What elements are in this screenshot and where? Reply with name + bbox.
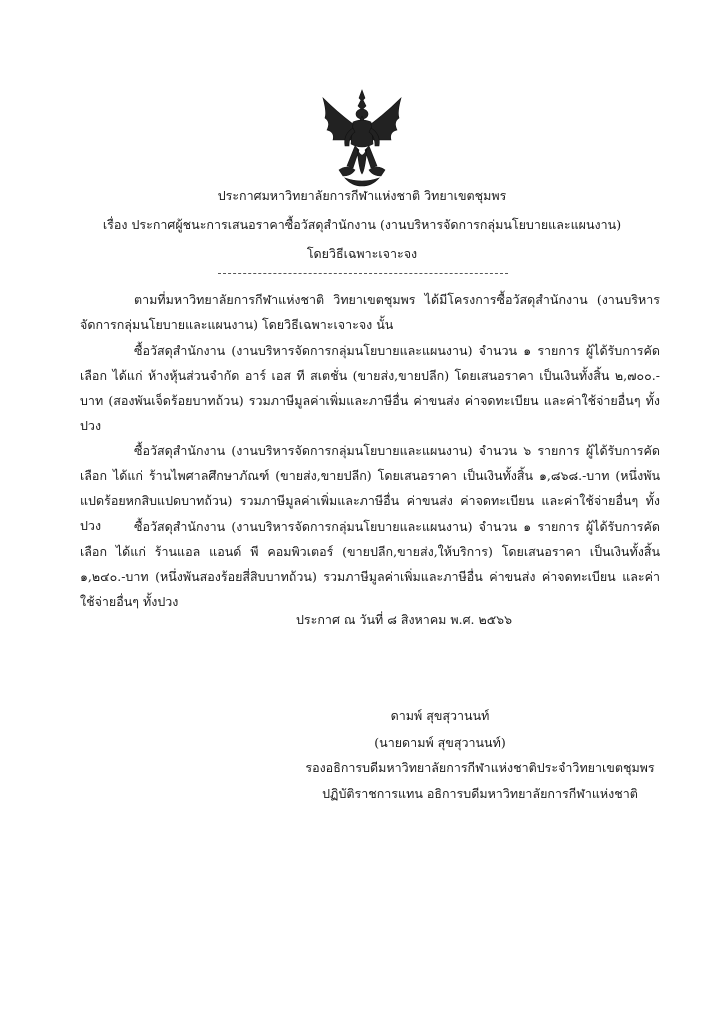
body-paragraph-1 (80, 287, 660, 337)
signature-position-2: ปฏิบัติราชการแทน อธิการบดีมหาวิทยาลัยการกีฬาแห่งชาติ (322, 786, 638, 801)
paragraph-text: ซื้อวัสดุสำนักงาน (งานบริหารจัดการกลุ่มนโยบายและแผนงาน) จำนวน ๖ รายการ ผู้ได้รับการคัดเลือก ได้แก่ ร้านไพศาลศึกษาภัณฑ์ (ขายส่ง,ขายปลีก) โดยเสนอราคา เป็นเงินทั้งสิ้น ๑,๘๖๘.-บาท (หนึ่งพันแปดร้อยหกสิบแปดบาทถ้วน) รวมภาษีมูลค่าเพิ่มและภาษีอื่น ค่าขนส่ง ค่าจดทะเบียน และค่าใช้จ่ายอื่นๆ ทั้งปวง (80, 443, 660, 533)
body-paragraph-4 (80, 514, 660, 614)
paragraph-text: ตามที่มหาวิทยาลัยการกีฬาแห่งชาติ วิทยาเขตชุมพร ได้มีโครงการซื้อวัสดุสำนักงาน (งานบริหารจัดการกลุ่มนโยบายและแผนงาน) โดยวิธีเฉพาะเจาะจง นั้น (80, 292, 660, 332)
signature-position-1: รองอธิการบดีมหาวิทยาลัยการกีฬาแห่งชาติประจำวิทยาเขตชุมพร (305, 760, 655, 775)
header-method: โดยวิธีเฉพาะเจาะจง (306, 246, 418, 261)
header-title: ประกาศมหาวิทยาลัยการกีฬาแห่งชาติ วิทยาเขตชุมพร (217, 188, 507, 203)
signature-signed-name: ดามพ์ สุขสุวานนท์ (390, 708, 490, 723)
paragraph-text: ซื้อวัสดุสำนักงาน (งานบริหารจัดการกลุ่มนโยบายและแผนงาน) จำนวน ๑ รายการ ผู้ได้รับการคัดเลือก ได้แก่ ร้านแอล แอนด์ พี คอมพิวเตอร์ (ขายปลีก,ขายส่ง,ให้บริการ) โดยเสนอราคา เป็นเงินทั้งสิ้น ๑,๒๔๐.-บาท (หนึ่งพันสองร้อยสี่สิบบาทถ้วน) รวมภาษีมูลค่าเพิ่มและภาษีอื่น ค่าขนส่ง ค่าจดทะเบียน และค่าใช้จ่ายอื่นๆ ทั้งปวง (80, 519, 660, 609)
header-subject: เรื่อง ประกาศผู้ชนะการเสนอราคาซื้อวัสดุสำนักงาน (งานบริหารจัดการกลุ่มนโยบายและแผนงาน) (102, 217, 622, 232)
body-paragraph-2 (80, 338, 660, 438)
signature-full-name: (นายดามพ์ สุขสุวานนท์) (374, 735, 506, 750)
paragraph-text: ซื้อวัสดุสำนักงาน (งานบริหารจัดการกลุ่มนโยบายและแผนงาน) จำนวน ๑ รายการ ผู้ได้รับการคัดเลือก ได้แก่ ห้างหุ้นส่วนจำกัด อาร์ เอส ที สเตชั่น (ขายส่ง,ขายปลีก) โดยเสนอราคา เป็นเงินทั้งสิ้น ๒,๗๐๐.-บาท (สองพันเจ็ดร้อยบาทถ้วน) รวมภาษีมูลค่าเพิ่มและภาษีอื่น ค่าขนส่ง ค่าจดทะเบียน และค่าใช้จ่ายอื่นๆ ทั้งปวง (80, 343, 660, 433)
garuda-emblem-icon (317, 88, 407, 188)
divider (218, 273, 508, 274)
announce-date: ประกาศ ณ วันที่ ๘ สิงหาคม พ.ศ. ๒๕๖๖ (296, 612, 513, 627)
